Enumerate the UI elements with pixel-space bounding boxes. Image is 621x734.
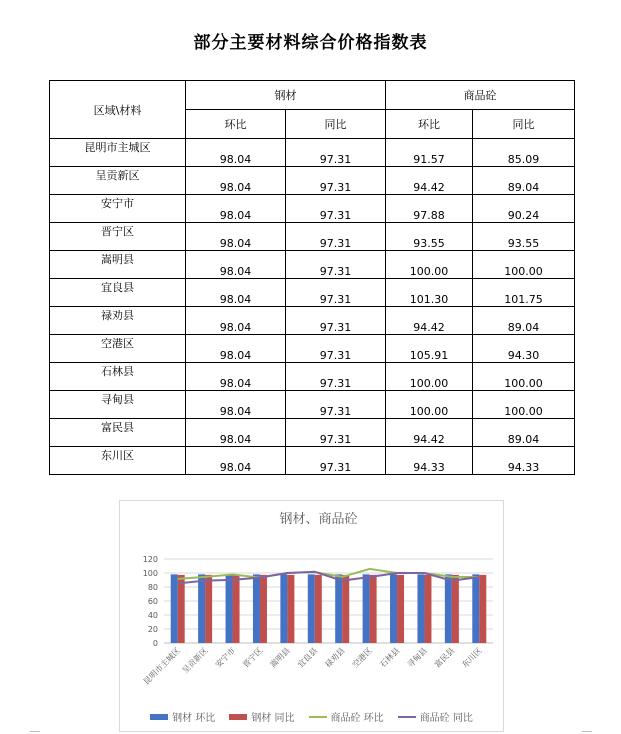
value-cell: 94.42	[386, 167, 473, 195]
subheader-steel-yoy: 同比	[286, 110, 386, 139]
y-tick-label: 20	[147, 625, 158, 634]
bar	[397, 575, 404, 643]
legend-item	[150, 709, 215, 724]
corner-header-cell: 区域\材料	[50, 81, 186, 139]
page-corner-mark-right	[582, 731, 592, 732]
region-cell: 空港区	[50, 335, 186, 363]
legend-label: 钢材 同比	[251, 713, 295, 724]
bar	[233, 575, 240, 643]
bar	[370, 575, 377, 643]
value-cell: 91.57	[386, 139, 473, 167]
x-tick-label: 东川区	[460, 646, 484, 670]
bar	[280, 574, 287, 643]
region-cell: 石林县	[50, 363, 186, 391]
bar	[479, 575, 486, 643]
bar	[363, 574, 370, 643]
x-tick-label: 昆明市主城区	[141, 646, 183, 687]
value-cell: 89.04	[473, 307, 575, 335]
group-header-concrete: 商品砼	[386, 81, 575, 110]
value-cell: 89.04	[473, 167, 575, 195]
bar	[445, 574, 452, 643]
y-tick-label: 80	[147, 583, 158, 592]
bar	[260, 575, 267, 643]
bar	[424, 575, 431, 643]
value-cell: 97.88	[386, 195, 473, 223]
value-cell: 98.04	[186, 391, 286, 419]
value-cell: 100.00	[473, 391, 575, 419]
value-cell: 98.04	[186, 307, 286, 335]
x-tick-label: 空港区	[350, 646, 375, 670]
region-cell: 东川区	[50, 447, 186, 475]
region-cell: 寻甸县	[50, 391, 186, 419]
table-row	[50, 335, 575, 363]
bar	[253, 574, 260, 643]
y-tick-label: 40	[147, 611, 158, 620]
value-cell: 85.09	[473, 139, 575, 167]
value-cell: 101.30	[386, 279, 473, 307]
legend-label: 钢材 环比	[172, 713, 216, 724]
legend-swatch	[150, 714, 168, 720]
legend-item	[398, 709, 473, 724]
value-cell: 89.04	[473, 419, 575, 447]
x-tick-label: 晋宁区	[241, 646, 265, 670]
table-row	[50, 195, 575, 223]
bar	[226, 574, 233, 643]
value-cell: 98.04	[186, 195, 286, 223]
chart-title: 钢材、商品砼	[279, 512, 358, 527]
legend-label: 商品砼 环比	[330, 713, 384, 724]
price-index-table	[49, 80, 575, 475]
value-cell: 100.00	[386, 363, 473, 391]
region-cell: 宜良县	[50, 279, 186, 307]
bar	[417, 574, 424, 643]
region-cell: 昆明市主城区	[50, 139, 186, 167]
value-cell: 94.42	[386, 307, 473, 335]
table-row	[50, 447, 575, 475]
bar	[390, 574, 397, 643]
legend-label: 商品砼 同比	[419, 713, 473, 724]
value-cell: 98.04	[186, 363, 286, 391]
value-cell: 100.00	[473, 363, 575, 391]
value-cell: 97.31	[286, 139, 386, 167]
legend-swatch	[398, 716, 416, 718]
legend-item	[229, 709, 294, 724]
region-cell: 禄劝县	[50, 307, 186, 335]
bar	[335, 574, 342, 643]
page-title: 部分主要材料综合价格指数表	[193, 33, 428, 53]
chart-svg	[120, 501, 503, 731]
bar	[178, 575, 185, 643]
value-cell: 93.55	[386, 223, 473, 251]
x-tick-label: 富民县	[432, 646, 457, 670]
value-cell: 94.42	[386, 419, 473, 447]
value-cell: 98.04	[186, 447, 286, 475]
value-cell: 97.31	[286, 195, 386, 223]
value-cell: 98.04	[186, 251, 286, 279]
x-tick-label: 安宁市	[213, 646, 237, 670]
y-tick-label: 100	[142, 569, 158, 578]
value-cell: 94.33	[386, 447, 473, 475]
value-cell: 94.30	[473, 335, 575, 363]
value-cell: 98.04	[186, 223, 286, 251]
x-tick-label: 宜良县	[295, 646, 320, 670]
region-cell: 呈贡新区	[50, 167, 186, 195]
x-tick-label: 石林县	[378, 646, 402, 670]
table-row	[50, 391, 575, 419]
bar	[205, 575, 212, 643]
value-cell: 97.31	[286, 251, 386, 279]
table-row	[50, 167, 575, 195]
region-cell: 晋宁区	[50, 223, 186, 251]
region-cell: 嵩明县	[50, 251, 186, 279]
bar	[198, 574, 205, 643]
value-cell: 97.31	[286, 419, 386, 447]
value-cell: 97.31	[286, 307, 386, 335]
x-tick-label: 禄劝县	[323, 646, 347, 670]
bar	[472, 574, 479, 643]
value-cell: 97.31	[286, 391, 386, 419]
value-cell: 100.00	[473, 251, 575, 279]
table-row	[50, 139, 575, 167]
value-cell: 97.31	[286, 279, 386, 307]
table-row	[50, 419, 575, 447]
value-cell: 98.04	[186, 335, 286, 363]
value-cell: 98.04	[186, 279, 286, 307]
table-row	[50, 279, 575, 307]
legend-item	[309, 709, 384, 724]
bar	[171, 574, 178, 643]
legend-swatch	[309, 716, 327, 718]
series-line	[178, 569, 480, 579]
bar	[342, 575, 349, 643]
group-header-steel: 钢材	[186, 81, 386, 110]
value-cell: 98.04	[186, 419, 286, 447]
value-cell: 100.00	[386, 391, 473, 419]
bar	[308, 574, 315, 643]
region-cell: 安宁市	[50, 195, 186, 223]
value-cell: 98.04	[186, 167, 286, 195]
bar	[315, 575, 322, 643]
bar	[287, 575, 294, 643]
region-cell: 富民县	[50, 419, 186, 447]
legend-swatch	[229, 714, 247, 720]
value-cell: 94.33	[473, 447, 575, 475]
chart-legend	[120, 709, 503, 724]
value-cell: 90.24	[473, 195, 575, 223]
value-cell: 97.31	[286, 223, 386, 251]
subheader-steel-mom: 环比	[186, 110, 286, 139]
table-row	[50, 251, 575, 279]
table-row	[50, 363, 575, 391]
value-cell: 97.31	[286, 167, 386, 195]
y-tick-label: 0	[152, 639, 158, 648]
price-index-chart	[119, 500, 504, 732]
y-tick-label: 120	[142, 555, 158, 564]
subheader-concrete-yoy: 同比	[473, 110, 575, 139]
value-cell: 98.04	[186, 139, 286, 167]
x-tick-label: 寻甸县	[405, 646, 429, 670]
table-row	[50, 307, 575, 335]
value-cell: 93.55	[473, 223, 575, 251]
value-cell: 105.91	[386, 335, 473, 363]
value-cell: 97.31	[286, 447, 386, 475]
page-corner-mark-left	[30, 731, 40, 732]
value-cell: 101.75	[473, 279, 575, 307]
x-tick-label: 嵩明县	[268, 646, 292, 670]
value-cell: 97.31	[286, 363, 386, 391]
value-cell: 97.31	[286, 335, 386, 363]
y-tick-label: 60	[147, 597, 158, 606]
x-tick-label: 呈贡新区	[180, 646, 210, 676]
subheader-concrete-mom: 环比	[386, 110, 473, 139]
table-row	[50, 223, 575, 251]
bar	[452, 575, 459, 643]
header-row-groups	[50, 81, 575, 110]
value-cell: 100.00	[386, 251, 473, 279]
